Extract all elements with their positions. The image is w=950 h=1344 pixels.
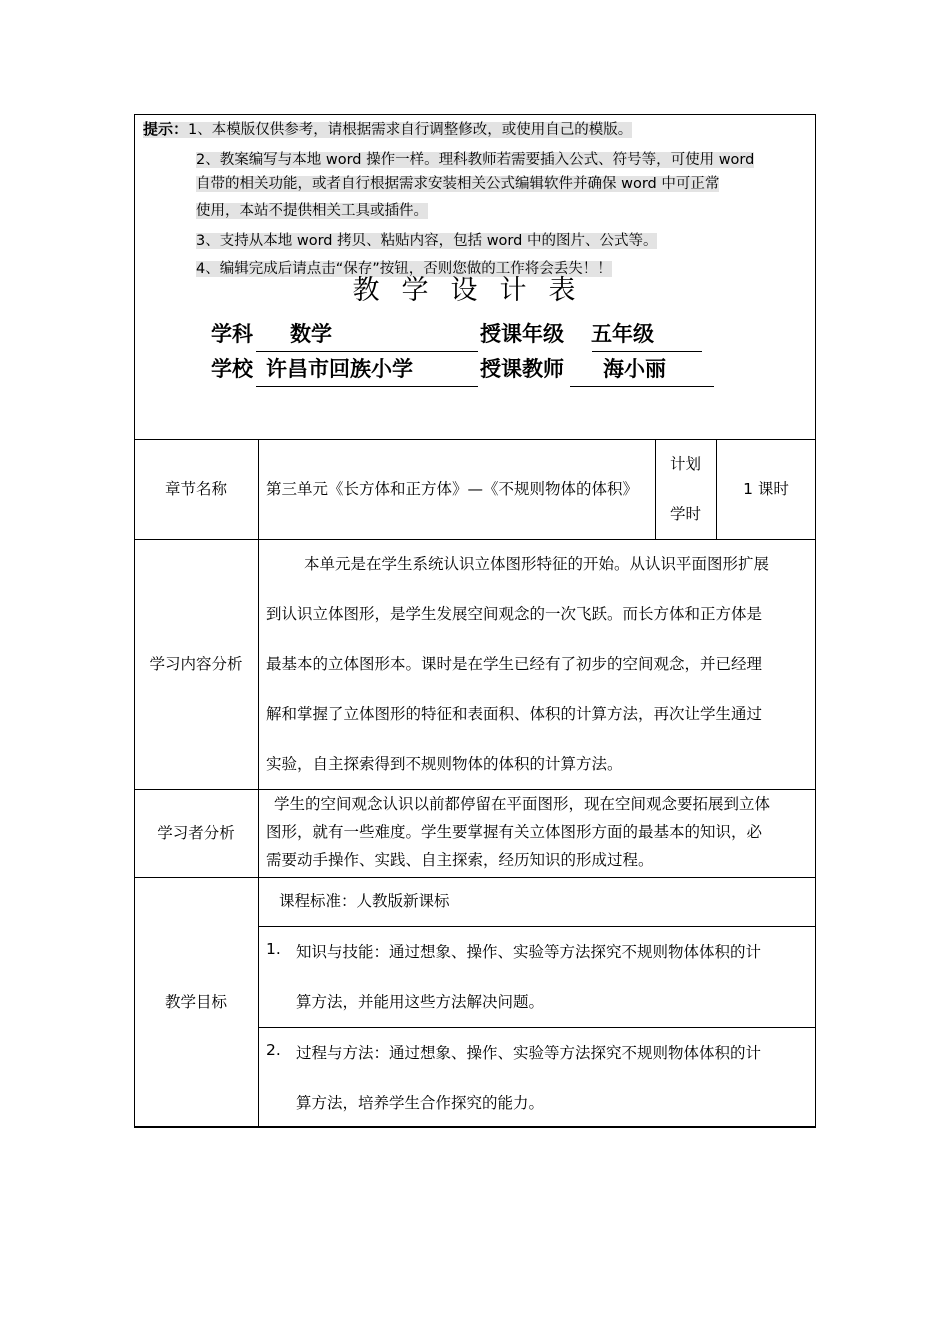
- row-divider-3: [134, 877, 816, 878]
- plan-label-bottom: 学时: [669, 505, 701, 523]
- learner-line-1: 学生的空间观念认识以前都停留在平面图形，现在空间观念要拓展到立体: [274, 795, 771, 813]
- teacher-label: 授课教师: [480, 357, 564, 381]
- tip-label: 提示：: [143, 120, 189, 138]
- tip-line-1: 提示：1、本模版仅供参考，请根据需求自行调整修改，或使用自己的模版。: [143, 120, 633, 138]
- goal-divider-2: [258, 1027, 816, 1028]
- chapter-label: 章节名称: [164, 480, 227, 498]
- page-title: 教学设计表: [352, 275, 598, 306]
- tip-line-2b: 自带的相关功能，或者自行根据需求安装相关公式编辑软件并确保 word 中可正常: [196, 176, 720, 192]
- goal-divider-1: [258, 926, 816, 927]
- subject-value: 数学: [290, 322, 332, 346]
- goal-1-line-2: 算方法，并能用这些方法解决问题。: [296, 993, 545, 1011]
- content-line-5: 实验，自主探索得到不规则物体的体积的计算方法。: [266, 755, 623, 773]
- subject-underline: [256, 351, 478, 352]
- school-value: 许昌市回族小学: [266, 357, 413, 381]
- content-line-4: 解和掌握了立体图形的特征和表面积、体积的计算方法，再次让学生通过: [266, 705, 763, 723]
- tip-line-4: 4、编辑完成后请点击“保存”按钮，否则您做的工作将会丢失！！: [196, 261, 612, 277]
- learner-label: 学习者分析: [157, 824, 235, 842]
- goal-2-line-2: 算方法，培养学生合作探究的能力。: [296, 1094, 545, 1112]
- row-divider-2: [134, 789, 816, 790]
- course-standard: 课程标准：人教版新课标: [279, 892, 450, 910]
- goal-label: 教学目标: [164, 993, 227, 1011]
- learner-line-2: 图形，就有一些难度。学生要掌握有关立体图形方面的最基本的知识，必: [266, 823, 763, 841]
- grade-label: 授课年级: [480, 322, 564, 346]
- content-line-1: 本单元是在学生系统认识立体图形特征的开始。从认识平面图形扩展: [304, 555, 770, 573]
- table-top-border: [134, 439, 816, 440]
- row-divider-1: [134, 539, 816, 540]
- chapter-value: 第三单元《长方体和正方体》—《不规则物体的体积》: [266, 480, 639, 498]
- tip-line-3: 3、支持从本地 word 拷贝、粘贴内容，包括 word 中的图片、公式等。: [196, 233, 658, 249]
- learner-line-3: 需要动手操作、实践、自主探索，经历知识的形成过程。: [266, 851, 654, 869]
- goal-1-line-1: 知识与技能：通过想象、操作、实验等方法探究不规则物体体积的计: [296, 943, 762, 961]
- goal-2-number: 2.: [266, 1041, 281, 1059]
- goal-1-number: 1.: [266, 940, 281, 958]
- grade-value: 五年级: [591, 322, 654, 346]
- plan-value: 1 课时: [743, 480, 789, 498]
- subject-label: 学科: [211, 322, 253, 346]
- tip-line-2c: 使用，本站不提供相关工具或插件。: [196, 203, 428, 219]
- school-underline: [256, 386, 478, 387]
- content-line-2: 到认识立体图形，是学生发展空间观念的一次飞跃。而长方体和正方体是: [266, 605, 763, 623]
- plan-label-top: 计划: [669, 455, 701, 473]
- grade-underline: [592, 351, 702, 352]
- content-label: 学习内容分析: [149, 655, 243, 673]
- teacher-underline: [570, 386, 714, 387]
- tip-line-2a: 2、教案编写与本地 word 操作一样。理科教师若需要插入公式、符号等，可使用 word: [196, 152, 755, 168]
- school-label: 学校: [211, 357, 253, 381]
- goal-2-line-1: 过程与方法：通过想象、操作、实验等方法探究不规则物体体积的计: [296, 1044, 762, 1062]
- content-line-3: 最基本的立体图形本。课时是在学生已经有了初步的空间观念，并已经理: [266, 655, 763, 673]
- teacher-value: 海小丽: [603, 357, 666, 381]
- label-column-divider: [258, 439, 259, 1127]
